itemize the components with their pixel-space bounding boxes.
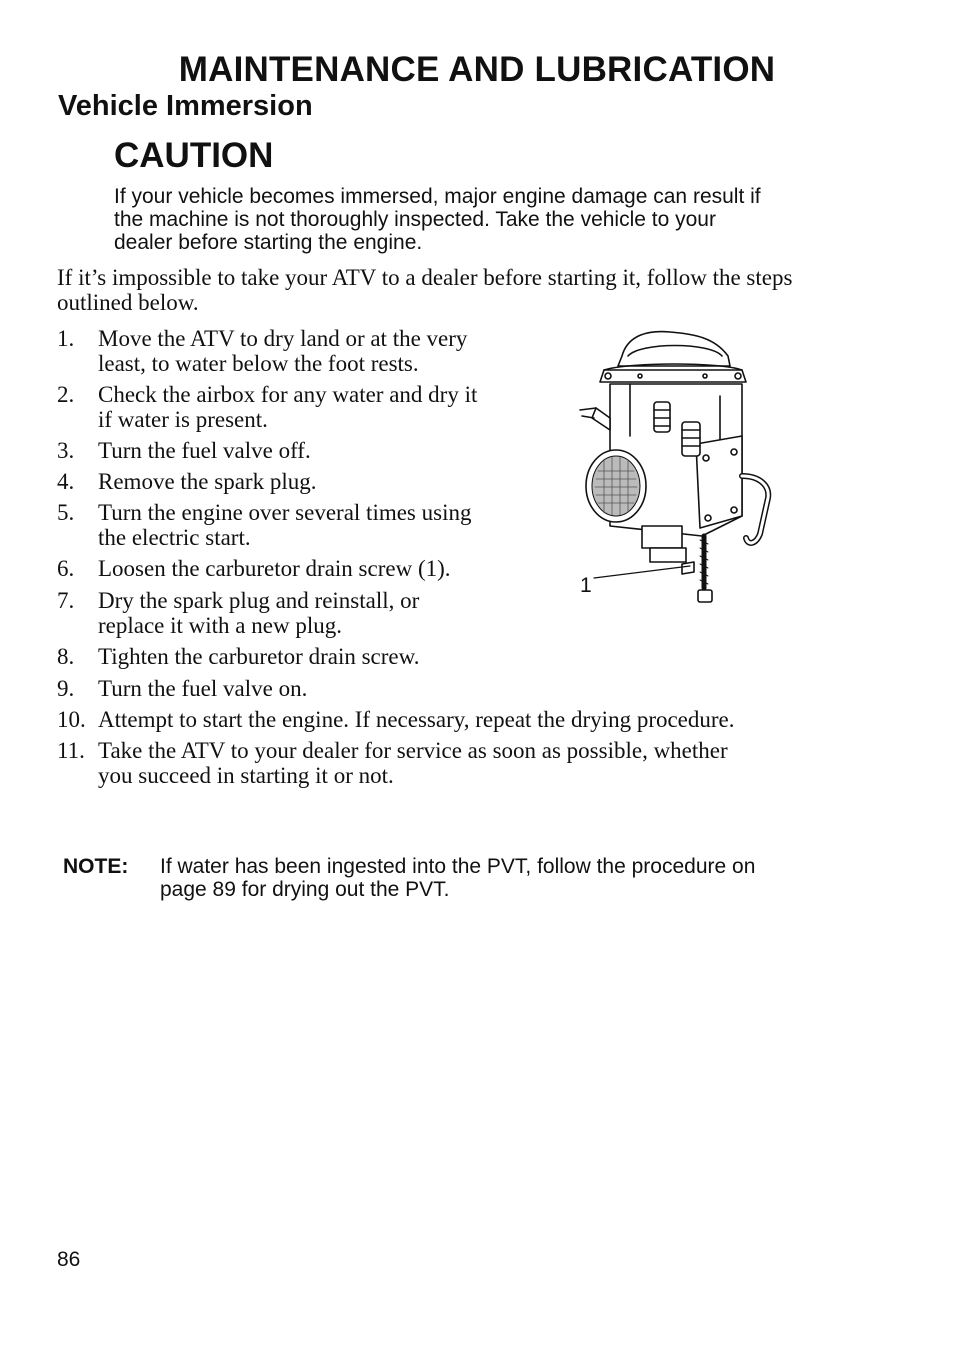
step-text: Dry the spark plug and reinstall, or replace it with a new plug. [98,588,420,638]
note [63,855,793,901]
step-number: 9. [57,676,75,701]
step-number: 1. [57,326,75,351]
section-title: Vehicle Immersion [58,90,313,122]
callout-label-1: 1 [580,574,592,597]
step-item [57,644,797,669]
step-text: Tighten the carburetor drain screw. [98,644,420,669]
step-text: Remove the spark plug. [98,469,317,494]
step-number: 11. [57,738,85,763]
step-text: Take the ATV to your dealer for service as soon as possible, whether you succeed in starting it or not. [98,738,728,788]
step-number: 2. [57,382,75,407]
step-number: 7. [57,588,75,613]
step-text: Attempt to start the engine. If necessary, repeat the drying procedure. [98,707,735,732]
step-number: 5. [57,500,75,525]
step-text: Turn the fuel valve off. [98,438,311,463]
page-number: 86 [57,1248,81,1271]
step-number: 6. [57,556,75,581]
carburetor-illustration [570,326,790,616]
step-number: 10. [57,707,86,732]
step-item [57,738,797,788]
step-text: Turn the engine over several times using the electric start. [98,500,472,550]
page-title: MAINTENANCE AND LUBRICATION [178,50,776,89]
note-label: NOTE: [63,855,129,878]
step-item [57,676,797,701]
step-number: 4. [57,469,75,494]
step-text: Loosen the carburetor drain screw (1). [98,556,451,581]
step-number: 3. [57,438,75,463]
caution-heading: CAUTION [114,136,274,175]
intro-paragraph: If it’s impossible to take your ATV to a dealer before starting it, follow the steps outlined below. [57,265,793,315]
step-text: Turn the fuel valve on. [98,676,308,701]
step-text: Move the ATV to dry land or at the very least, to water below the foot rests. [98,326,468,376]
step-text: Check the airbox for any water and dry it if water is present. [98,382,478,432]
step-item [57,707,797,732]
caution-text: If your vehicle becomes immersed, major engine damage can result if the machine is not thoroughly inspected. Take the vehicle to your dealer before starting the engine. [114,185,761,254]
step-number: 8. [57,644,75,669]
note-text: If water has been ingested into the PVT, follow the procedure on page 89 for drying out the PVT. [160,855,756,901]
